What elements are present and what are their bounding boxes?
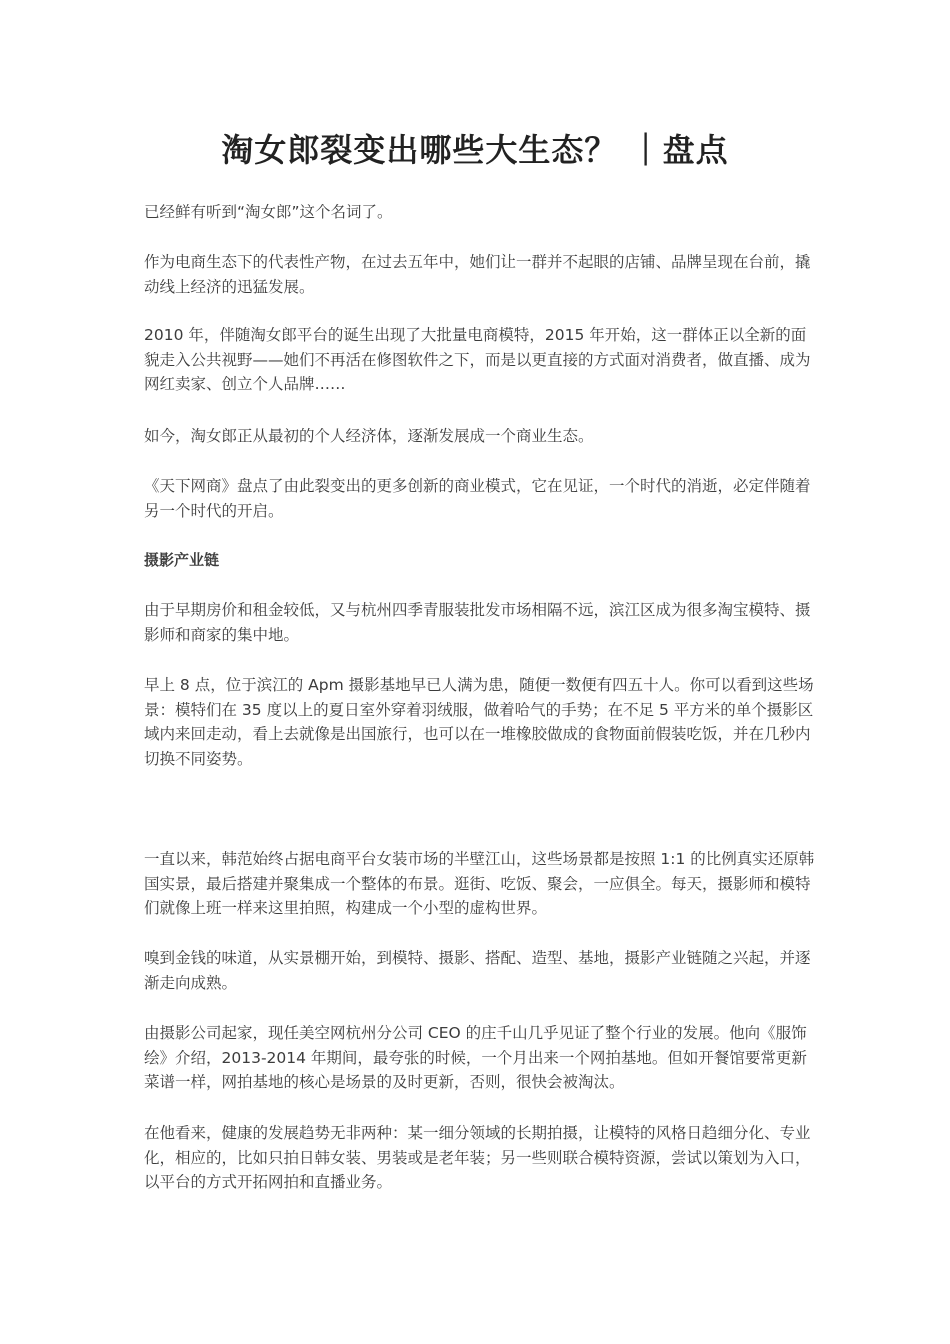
paragraph-overview: 《天下网商》盘点了由此裂变出的更多创新的商业模式，它在见证，一个时代的消逝，必定伴随着另一个时代的开启。 bbox=[144, 477, 811, 520]
paragraph-intro: 已经鲜有听到“淘女郎”这个名词了。 bbox=[144, 203, 393, 221]
paragraph-ceo: 由摄影公司起家，现任美空网杭州分公司 CEO 的庄千山几乎见证了整个行业的发展。他向《服饰绘》介绍，2013-2014 年期间，最夸张的时候，一个月出来一个网拍基地。但如开餐馆要常更新菜谱一样，网拍基地的核心是场景的及时更新，否则，很快会被淘汰。 bbox=[144, 1024, 807, 1091]
article-title: 淘女郎裂变出哪些大生态？ ｜盘点 bbox=[221, 131, 729, 169]
paragraph-background: 作为电商生态下的代表性产物，在过去五年中，她们让一群并不起眼的店铺、品牌呈现在台前，撬动线上经济的迅猛发展。 bbox=[144, 253, 811, 296]
paragraph-industry-chain: 嗅到金钱的味道，从实景棚开始，到模特、摄影、搭配、造型、基地，摄影产业链随之兴起，并逐渐走向成熟。 bbox=[144, 949, 811, 992]
paragraph-korean-style: 一直以来，韩范始终占据电商平台女装市场的半壁江山，这些场景都是按照 1:1 的比例真实还原韩国实景，最后搭建并聚集成一个整体的布景。逛街、吃饭、聚会，一应俱全。每天，摄影师和模特们就像上班一样来这里拍照，构建成一个小型的虚构世界。 bbox=[144, 850, 815, 917]
paragraph-history: 2010 年，伴随淘女郎平台的诞生出现了大批量电商模特，2015 年开始，这一群体正以全新的面貌走入公共视野——她们不再活在修图软件之下，而是以更直接的方式面对消费者，做直播、成为网红卖家、创立个人品牌…… bbox=[144, 326, 811, 393]
paragraph-binjiang: 由于早期房价和租金较低，又与杭州四季青服装批发市场相隔不远，滨江区成为很多淘宝模特、摄影师和商家的集中地。 bbox=[144, 601, 811, 644]
paragraph-today: 如今，淘女郎正从最初的个人经济体，逐渐发展成一个商业生态。 bbox=[144, 427, 594, 445]
paragraph-apm-base: 早上 8 点，位于滨江的 Apm 摄影基地早已人满为患，随便一数便有四五十人。你可以看到这些场景：模特们在 35 度以上的夏日室外穿着羽绒服，做着哈气的手势；在不足 5 平方米的单个摄影区域内来回走动，看上去就像是出国旅行，也可以在一堆橡胶做成的食物面前假装吃饭，并在几秒内切换不同姿势。 bbox=[144, 676, 814, 768]
section-heading: 摄影产业链 bbox=[144, 551, 220, 569]
paragraph-trends: 在他看来，健康的发展趋势无非两种：某一细分领域的长期拍摄，让模特的风格日趋细分化、专业化，相应的，比如只拍日韩女装、男装或是老年装；另一些则联合模特资源，尝试以策划为入口，以平台的方式开拓网拍和直播业务。 bbox=[144, 1124, 811, 1191]
